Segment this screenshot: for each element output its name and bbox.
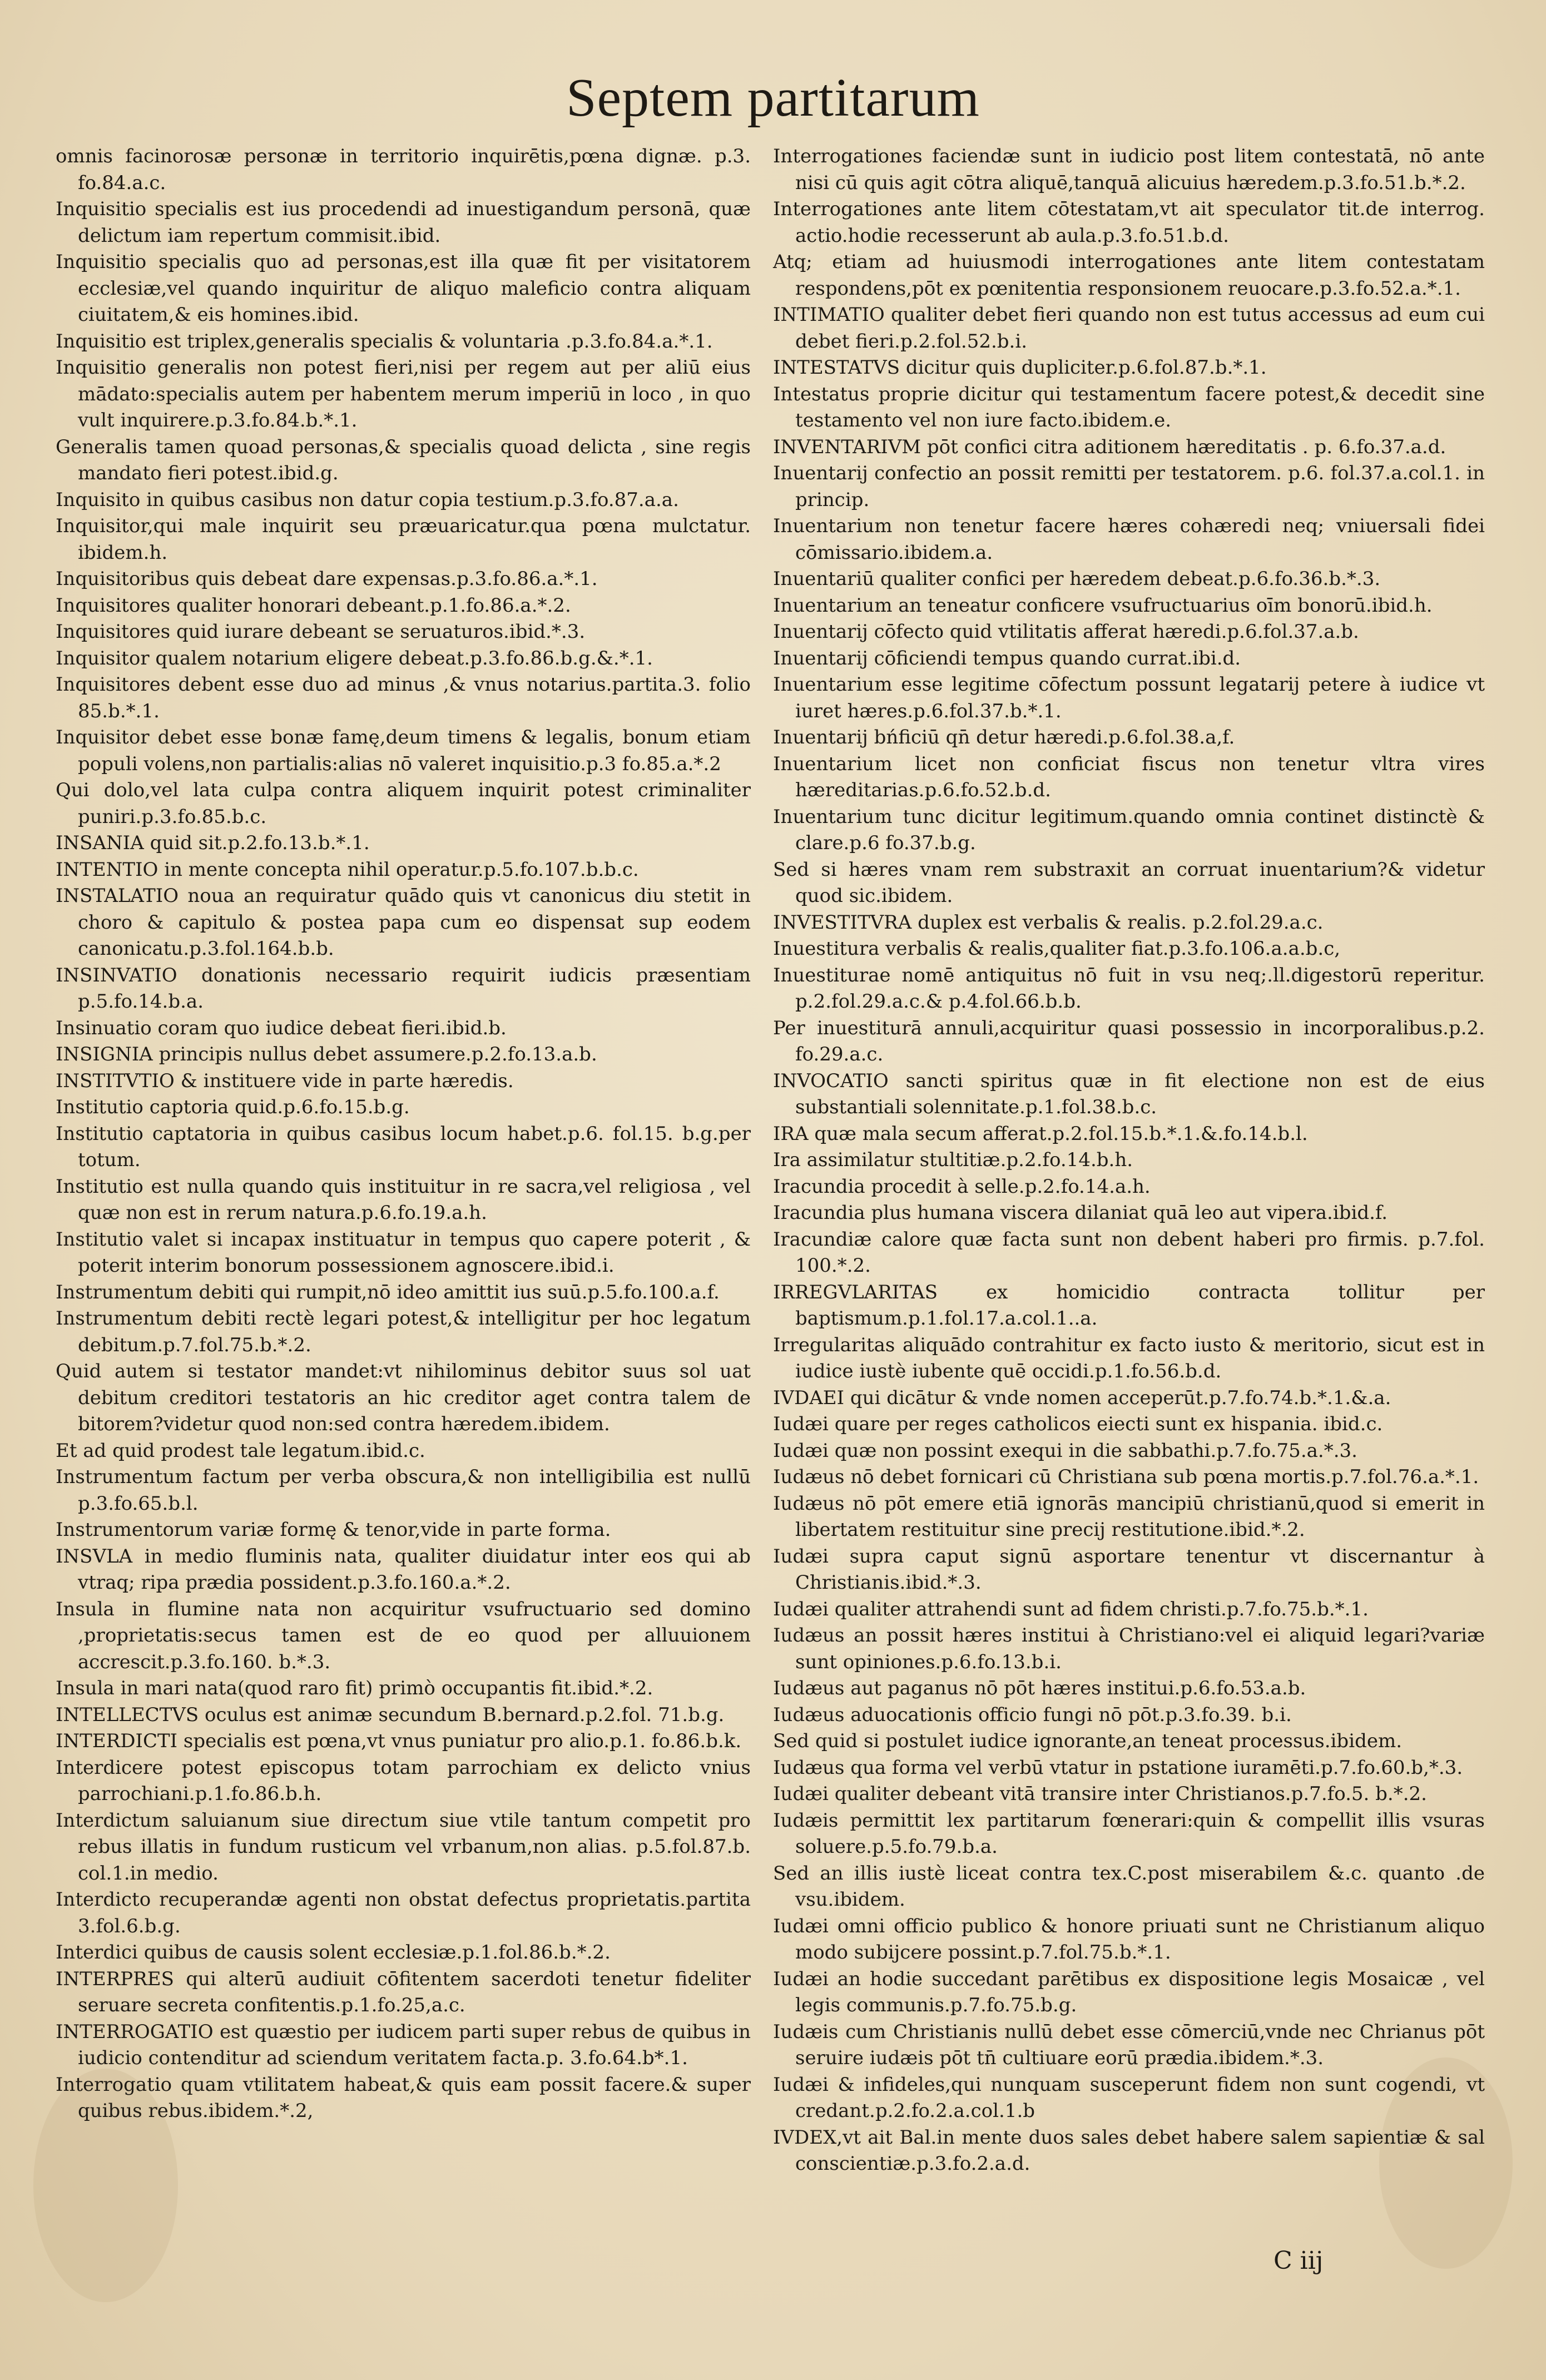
index-entry: INSINVATIO donationis necessario requirit iudicis præsentiam p.5.fo.14.b.a. <box>56 964 751 1013</box>
index-entry: Iudæus qua forma vel verbū vtatur in pstatione iuramēti.p.7.fo.60.b,*.3. <box>773 1756 1463 1779</box>
index-entry: Interdictum saluianum siue directum siue vtile tantum competit pro rebus illatis in fundum rusticum vel vrbanum,non alias. p.5.fol.87.b. col.1.in medio. <box>56 1809 751 1885</box>
index-entry: Inquisitores quid iurare debeant se seruaturos.ibid.*.3. <box>56 621 586 643</box>
index-entry: Inuentarium non tenetur facere hæres cohæredi neq; vniuersali fidei cōmissario.ibidem.a. <box>773 515 1485 564</box>
index-entry: Interrogatio quam vtilitatem habeat,& quis eam possit facere.& super quibus rebus.ibidem.*.2, <box>56 2073 751 2122</box>
index-entry: Inuentarij cōficiendi tempus quando currat.ibi.d. <box>773 647 1241 670</box>
index-entry: Inquisito in quibus casibus non datur copia testium.p.3.fo.87.a.a. <box>56 488 679 511</box>
index-entry: INTIMATIO qualiter debet fieri quando non est tutus accessus ad eum cui debet fieri.p.2.fol.52.b.i. <box>773 304 1485 353</box>
index-entry: Iracundia plus humana viscera dilaniat quā leo aut vipera.ibid.f. <box>773 1202 1388 1224</box>
index-entry: Inquisitio specialis est ius procedendi ad inuestigandum personā, quæ delictum iam repertum commisit.ibid. <box>56 198 751 247</box>
index-entry: Qui dolo,vel lata culpa contra aliquem inquirit potest criminaliter puniri.p.3.fo.85.b.c. <box>56 779 751 828</box>
index-entry: INTERPRES qui alterū audiuit cōfitentem sacerdoti tenetur fideliter seruare secreta confitentis.p.1.fo.25,a.c. <box>56 1967 751 2016</box>
index-entry: Inuentariū qualiter confici per hæredem debeat.p.6.fo.36.b.*.3. <box>773 568 1381 590</box>
index-entry: Instrumentum factum per verba obscura,& non intelligibilia est nullū p.3.fo.65.b.l. <box>56 1466 751 1515</box>
index-entry: Insinuatio coram quo iudice debeat fieri.ibid.b. <box>56 1017 507 1039</box>
index-entry: Interdici quibus de causis solent ecclesiæ.p.1.fol.86.b.*.2. <box>56 1941 611 1964</box>
signature-mark: C iij <box>1274 2247 1324 2275</box>
index-entry: Interrogationes faciendæ sunt in iudicio post litem contestatā, nō ante nisi cū quis agit cōtra aliquē,tanquā alicuius hæredem.p.3.fo.51.b.*.2. <box>773 145 1485 194</box>
index-entry: Interrogationes ante litem cōtestatam,vt ait speculator tit.de interrog. actio.hodie recesserunt ab aula.p.3.fo.51.b.d. <box>773 198 1485 247</box>
index-entry: Instrumentum debiti qui rumpit,nō ideo amittit ius suū.p.5.fo.100.a.f. <box>56 1281 720 1303</box>
index-entry: Iudæus an possit hæres institui à Christiano:vel ei aliquid legari?variæ sunt opiniones.p.6.fo.13.b.i. <box>773 1624 1485 1673</box>
index-entry: Iudæus nō debet fornicari cū Christiana sub pœna mortis.p.7.fol.76.a.*.1. <box>773 1466 1479 1488</box>
index-entry: Inquisitoribus quis debeat dare expensas.p.3.fo.86.a.*.1. <box>56 568 598 590</box>
index-entry: Iudæi qualiter attrahendi sunt ad fidem christi.p.7.fo.75.b.*.1. <box>773 1598 1369 1620</box>
index-entry: Sed si hæres vnam rem substraxit an corruat inuentarium?& videtur quod sic.ibidem. <box>773 858 1485 907</box>
index-entry: Iudæi supra caput signū asportare tenentur vt discernantur à Christianis.ibid.*.3. <box>773 1545 1485 1594</box>
index-entry: Per inuestiturā annuli,acquiritur quasi possessio in incorporalibus.p.2. fo.29.a.c. <box>773 1017 1485 1065</box>
index-entry: Institutio est nulla quando quis instituitur in re sacra,vel religiosa , vel quæ non est in rerum natura.p.6.fo.19.a.h. <box>56 1175 751 1224</box>
index-entry: Et ad quid prodest tale legatum.ibid.c. <box>56 1439 425 1462</box>
index-entry: Inquisitio est triplex,generalis specialis & voluntaria .p.3.fo.84.a.*.1. <box>56 330 713 353</box>
index-entry: INTELLECTVS oculus est animæ secundum B.bernard.p.2.fol. 71.b.g. <box>56 1703 725 1726</box>
index-entry: Inquisitor,qui male inquirit seu præuaricatur.qua pœna mulctatur. ibidem.h. <box>56 515 751 564</box>
index-entry: Inquisitor qualem notarium eligere debeat.p.3.fo.86.b.g.&.*.1. <box>56 647 653 670</box>
index-entry: Iracundia procedit à selle.p.2.fo.14.a.h. <box>773 1175 1151 1198</box>
index-entry: INTESTATVS dicitur quis dupliciter.p.6.fol.87.b.*.1. <box>773 356 1267 379</box>
index-entry: Iudæi quare per reges catholicos eiecti sunt ex hispania. ibid.c. <box>773 1413 1383 1435</box>
index-entry: Sed an illis iustè liceat contra tex.C.post miserabilem &.c. quanto .de vsu.ibidem. <box>773 1862 1485 1911</box>
index-entry: Iudæi omni officio publico & honore priuati sunt ne Christianum aliquo modo subijcere possint.p.7.fol.75.b.*.1. <box>773 1915 1485 1964</box>
index-entry: Inuentarij cōfecto quid vtilitatis afferat hæredi.p.6.fol.37.a.b. <box>773 621 1359 643</box>
index-entry: Inquisitio generalis non potest fieri,nisi per regem aut per aliū eius mādato:specialis autem per habentem merum imperiū in loco , in quo vult inquirere.p.3.fo.84.b.*.1. <box>56 356 751 432</box>
index-entry: INSTALATIO noua an requiratur quādo quis vt canonicus diu stetit in choro & capitulo & postea papa cum eo dispensat sup eodem canonicatu.p.3.fol.164.b.b. <box>56 885 751 960</box>
index-entry: Iudæis permittit lex partitarum fœnerari:quin & compellit illis vsuras soluere.p.5.fo.79.b.a. <box>773 1809 1485 1858</box>
index-entry: Iudæi qualiter debeant vitā transire inter Christianos.p.7.fo.5. b.*.2. <box>773 1783 1427 1805</box>
index-entry: Quid autem si testator mandet:vt nihilominus debitor suus sol uat debitum creditori testatoris an hic creditor aget contra talem de bitorem?videtur quod non:sed contra hæredem.ibidem. <box>56 1360 751 1435</box>
index-entry: Institutio valet si incapax instituatur in tempus quo capere poterit , & poterit interim bonorum possessionem agnoscere.ibid.i. <box>56 1228 751 1277</box>
index-entry: INTERROGATIO est quæstio per iudicem parti super rebus de quibus in iudicio contenditur ad sciendum veritatem facta.p. 3.fo.64.b*.1. <box>56 2020 751 2069</box>
index-entry: INVESTITVRA duplex est verbalis & realis. p.2.fol.29.a.c. <box>773 911 1324 934</box>
index-entry: Inuentarium esse legitime cōfectum possunt legatarij petere à iudice vt iuret hæres.p.6.fol.37.b.*.1. <box>773 673 1485 722</box>
index-entry: INSTITVTIO & instituere vide in parte hæredis. <box>56 1069 514 1092</box>
index-entry: Iracundiæ calore quæ facta sunt non debent haberi pro firmis. p.7.fol. 100.*.2. <box>773 1228 1485 1277</box>
index-entry: Institutio captoria quid.p.6.fo.15.b.g. <box>56 1096 410 1118</box>
index-entry: Inquisitores debent esse duo ad minus ,& vnus notarius.partita.3. folio 85.b.*.1. <box>56 673 751 722</box>
index-entry: Iudæis cum Christianis nullū debet esse cōmerciū,vnde nec Chrianus pōt seruire iudæis pōt tn̄ cultiuare eorū prædia.ibidem.*.3. <box>773 2020 1485 2069</box>
index-entry: INSVLA in medio fluminis nata, qualiter diuidatur inter eos qui ab vtraq; ripa prædia possident.p.3.fo.160.a.*.2. <box>56 1545 751 1594</box>
index-entry: Inuestiturae nomē antiquitus nō fuit in vsu neq;.ll.digestorū reperitur. p.2.fol.29.a.c.& p.4.fol.66.b.b. <box>773 964 1485 1013</box>
index-entry: IRREGVLARITAS ex homicidio contracta tollitur per baptismum.p.1.fol.17.a.col.1..a. <box>773 1281 1485 1330</box>
index-entry: IVDAEI qui dicātur & vnde nomen acceperūt.p.7.fo.74.b.*.1.&.a. <box>773 1386 1391 1409</box>
index-entry: Sed quid si postulet iudice ignorante,an teneat processus.ibidem. <box>773 1730 1402 1752</box>
index-entry: Interdicto recuperandæ agenti non obstat defectus proprietatis.partita 3.fol.6.b.g. <box>56 1888 751 1937</box>
index-entry: Inuentarium tunc dicitur legitimum.quando omnia continet distinctè & clare.p.6 fo.37.b.g. <box>773 805 1485 854</box>
index-entry: Insula in flumine nata non acquiritur vsufructuario sed domino ,proprietatis:secus tamen est de eo quod per alluuionem accrescit.p.3.fo.160. b.*.3. <box>56 1598 751 1673</box>
index-entry: Inuestitura verbalis & realis,qualiter fiat.p.3.fo.106.a.a.b.c, <box>773 938 1341 960</box>
index-entry: INTENTIO in mente concepta nihil operatur.p.5.fo.107.b.b.c. <box>56 858 639 881</box>
index-entry: Inquisitor debet esse bonæ famę,deum timens & legalis, bonum etiam populi volens,non partialis:alias nō valeret inquisitio.p.3 fo.85.a.*.2 <box>56 726 751 775</box>
index-entry: Inquisitio specialis quo ad personas,est illa quæ fit per visitatorem ecclesiæ,vel quando inquiritur de aliquo maleficio contra aliquam ciuitatem,& eis homines.ibid. <box>56 251 751 326</box>
index-entry: INSANIA quid sit.p.2.fo.13.b.*.1. <box>56 832 370 854</box>
index-entry: Inuentarij confectio an possit remitti per testatorem. p.6. fol.37.a.col.1. in princip. <box>773 462 1485 511</box>
index-entry: Iudæi quæ non possint exequi in die sabbathi.p.7.fo.75.a.*.3. <box>773 1439 1357 1462</box>
index-entry: Institutio captatoria in quibus casibus locum habet.p.6. fol.15. b.g.per totum. <box>56 1122 751 1171</box>
index-column-left <box>56 143 751 2125</box>
index-entry: INVOCATIO sancti spiritus quæ in fit electione non est de eius substantiali solennitate.p.1.fol.38.b.c. <box>773 1069 1485 1118</box>
index-entry: Iudæus aut paganus nō pōt hæres institui.p.6.fo.53.a.b. <box>773 1677 1306 1699</box>
index-entry: Inuentarium an teneatur conficere vsufructuarius oīm bonorū.ibid.h. <box>773 594 1433 617</box>
index-entry: Iudæus nō pōt emere etiā ignorās mancipiū christianū,quod si emerit in libertatem restituitur sine precij restitutione.ibid.*.2. <box>773 1492 1485 1541</box>
index-entry: Interdicere potest episcopus totam parrochiam ex delicto vnius parrochiani.p.1.fo.86.b.h. <box>56 1756 751 1805</box>
index-entry: Insula in mari nata(quod raro fit) primò occupantis fit.ibid.*.2. <box>56 1677 653 1699</box>
index-entry: Iudæi an hodie succedant parētibus ex dispositione legis Mosaicæ , vel legis communis.p.7.fo.75.b.g. <box>773 1967 1485 2016</box>
index-entry: Inquisitores qualiter honorari debeant.p.1.fo.86.a.*.2. <box>56 594 571 617</box>
index-entry: Iudæi & infideles,qui nunquam susceperunt fidem non sunt cogendi, vt credant.p.2.fo.2.a.col.1.b <box>773 2073 1485 2122</box>
index-entry: INSIGNIA principis nullus debet assumere.p.2.fo.13.a.b. <box>56 1043 597 1065</box>
index-entry: Inuentarij bńficiū qn̄ detur hæredi.p.6.fol.38.a,f. <box>773 726 1235 748</box>
index-column-right <box>773 143 1485 2178</box>
index-entry: INTERDICTI specialis est pœna,vt vnus puniatur pro alio.p.1. fo.86.b.k. <box>56 1730 742 1752</box>
index-entry: IRA quæ mala secum afferat.p.2.fol.15.b.*.1.&.fo.14.b.l. <box>773 1122 1308 1145</box>
index-entry: Generalis tamen quoad personas,& specialis quoad delicta , sine regis mandato fieri potest.ibid.g. <box>56 435 751 484</box>
index-entry: Iudæus aduocationis officio fungi nō pōt.p.3.fo.39. b.i. <box>773 1703 1292 1726</box>
index-entry: Inuentarium licet non conficiat fiscus non tenetur vltra vires hæreditarias.p.6.fo.52.b.d. <box>773 752 1485 801</box>
index-entry: Instrumentorum variæ formę & tenor,vide in parte forma. <box>56 1519 611 1541</box>
index-entry: Instrumentum debiti rectè legari potest,& intelligitur per hoc legatum debitum.p.7.fol.75.b.*.2. <box>56 1307 751 1356</box>
index-entry: Intestatus proprie dicitur qui testamentum facere potest,& decedit sine testamento vel non iure facto.ibidem.e. <box>773 383 1485 432</box>
index-entry: Ira assimilatur stultitiæ.p.2.fo.14.b.h. <box>773 1149 1133 1171</box>
index-entry: Atq; etiam ad huiusmodi interrogationes ante litem contestatam respondens,pōt ex pœnitentia responsionem reuocare.p.3.fo.52.a.*.1. <box>773 251 1485 300</box>
index-entry: Irregularitas aliquādo contrahitur ex facto iusto & meritorio, sicut est in iudice iustè iubente quē occidi.p.1.fo.56.b.d. <box>773 1333 1485 1382</box>
index-entry: IVDEX,vt ait Bal.in mente duos sales debet habere salem sapientiæ & sal conscientiæ.p.3.fo.2.a.d. <box>773 2126 1485 2175</box>
page-title: Septem partitarum <box>566 68 980 128</box>
index-entry: omnis facinorosæ personæ in territorio inquirētis,pœna dignæ. p.3. fo.84.a.c. <box>56 145 751 194</box>
index-entry: INVENTARIVM pōt confici citra aditionem hæreditatis . p. 6.fo.37.a.d. <box>773 435 1446 458</box>
